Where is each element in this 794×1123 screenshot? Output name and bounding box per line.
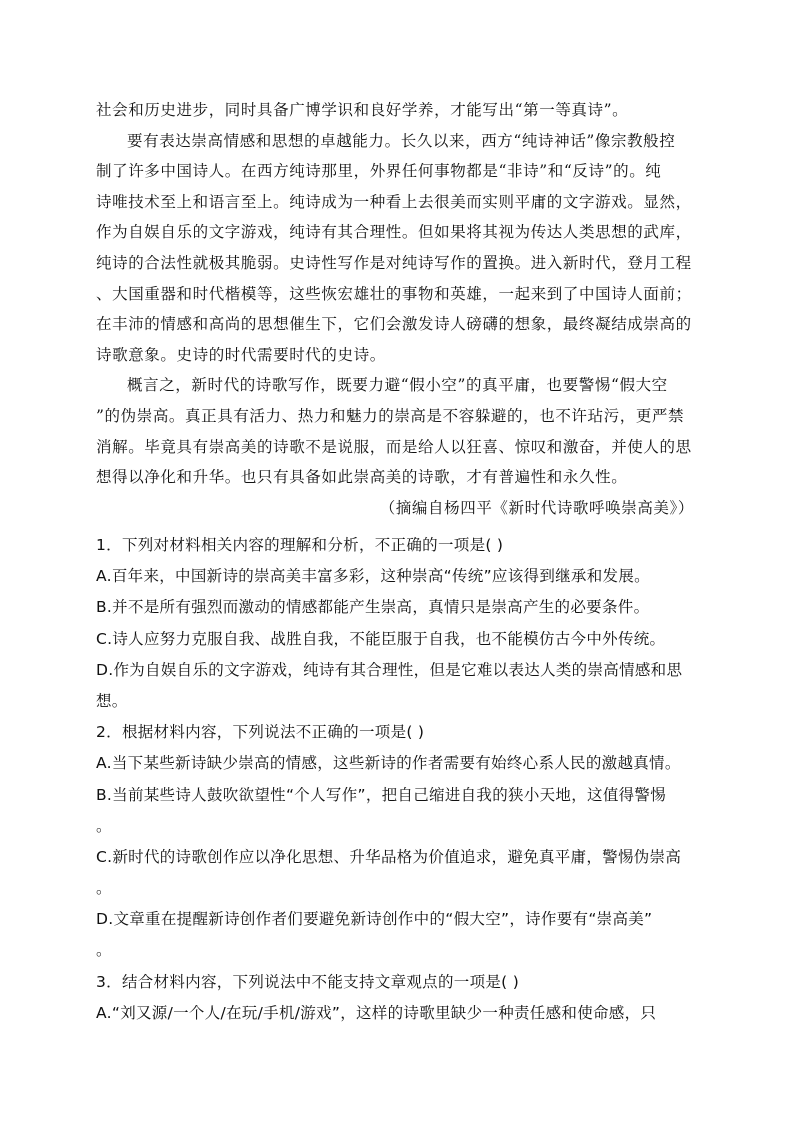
answer-option-continued: 。 <box>96 941 112 960</box>
answer-option: D.文章重在提醒新诗创作者们要避免新诗创作中的“假大空”，诗作要有“崇高美” <box>96 910 653 929</box>
passage-line: 、大国重器和时代楷模等，这些恢宏雄壮的事物和英雄，一起来到了中国诗人面前； <box>96 284 692 303</box>
passage-line: 纯诗的合法性就极其脆弱。史诗性写作是对纯诗写作的置换。进入新时代，登月工程 <box>96 253 692 272</box>
question-stem: 1．下列对材料相关内容的理解和分析，不正确的一项是( ) <box>96 536 504 554</box>
answer-option: A.“刘又源/一个人/在玩/手机/游戏”，这样的诗歌里缺少一种责任感和使命感，只 <box>96 1003 657 1022</box>
answer-option-continued: 想。 <box>96 691 128 710</box>
passage-line: 消解。毕竟具有崇高美的诗歌不是说服，而是给人以狂喜、惊叹和激奋，并使人的思 <box>96 437 692 456</box>
question-stem: 3．结合材料内容，下列说法中不能支持文章观点的一项是( ) <box>96 972 520 991</box>
answer-option: D.作为自娱自乐的文字游戏，纯诗有其合理性，但是它难以表达人类的崇高情感和思 <box>96 660 683 679</box>
answer-option: C.新时代的诗歌创作应以净化思想、升华品格为价值追求，避免真平庸，警惕伪崇高 <box>96 847 682 866</box>
passage-line: 诗唯技术至上和语言至上。纯诗成为一种看上去很美而实则平庸的文字游戏。显然， <box>96 192 692 211</box>
answer-option: C.诗人应努力克服自我、战胜自我，不能臣服于自我，也不能模仿古今中外传统。 <box>96 629 666 648</box>
passage-line: 制了许多中国诗人。在西方纯诗那里，外界任何事物都是“非诗”和“反诗”的。纯 <box>96 162 662 181</box>
passage-line: 在丰沛的情感和高尚的思想催生下，它们会激发诗人磅礴的想象，最终凝结成崇高的 <box>96 315 692 334</box>
question-stem: 2．根据材料内容，下列说法不正确的一项是( ) <box>96 723 425 742</box>
question-list <box>96 530 696 1029</box>
answer-option: A.百年来，中国新诗的崇高美丰富多彩，这种崇高“传统”应该得到继承和发展。 <box>96 567 650 586</box>
passage-line: 概言之，新时代的诗歌写作，既要力避“假小空”的真平庸，也要警惕“假大空 <box>127 376 668 395</box>
answer-option-continued: 。 <box>96 816 112 835</box>
answer-option-continued: 。 <box>96 879 112 898</box>
passage-line: 社会和历史进步，同时具备广博学识和良好学养，才能写出“第一等真诗”。 <box>96 101 629 119</box>
passage-line: 诗歌意象。史诗的时代需要时代的史诗。 <box>96 345 386 364</box>
reading-passage <box>96 95 696 523</box>
answer-option: B.当前某些诗人鼓吹欲望性“个人写作”，把自己缩进自我的狭小天地，这值得警惕 <box>96 785 667 804</box>
passage-source: （摘编自杨四平《新时代诗歌呼唤崇高美》） <box>379 498 694 517</box>
passage-line: 作为自娱自乐的文字游戏，纯诗有其合理性。但如果将其视为传达人类思想的武库， <box>96 223 692 242</box>
answer-option: B.并不是所有强烈而激动的情感都能产生崇高，真情只是崇高产生的必要条件。 <box>96 598 650 617</box>
passage-line: 要有表达崇高情感和思想的卓越能力。长久以来，西方“纯诗神话”像宗教般控 <box>127 131 676 150</box>
passage-line: ”的伪崇高。真正具有活力、热力和魅力的崇高是不容躲避的，也不许玷污，更严禁 <box>96 406 685 425</box>
answer-option: A.当下某些新诗缺少崇高的情感，这些新诗的作者需要有始终心系人民的激越真情。 <box>96 754 681 773</box>
passage-line: 想得以净化和升华。也只有具备如此崇高美的诗歌，才有普遍性和永久性。 <box>96 468 628 487</box>
